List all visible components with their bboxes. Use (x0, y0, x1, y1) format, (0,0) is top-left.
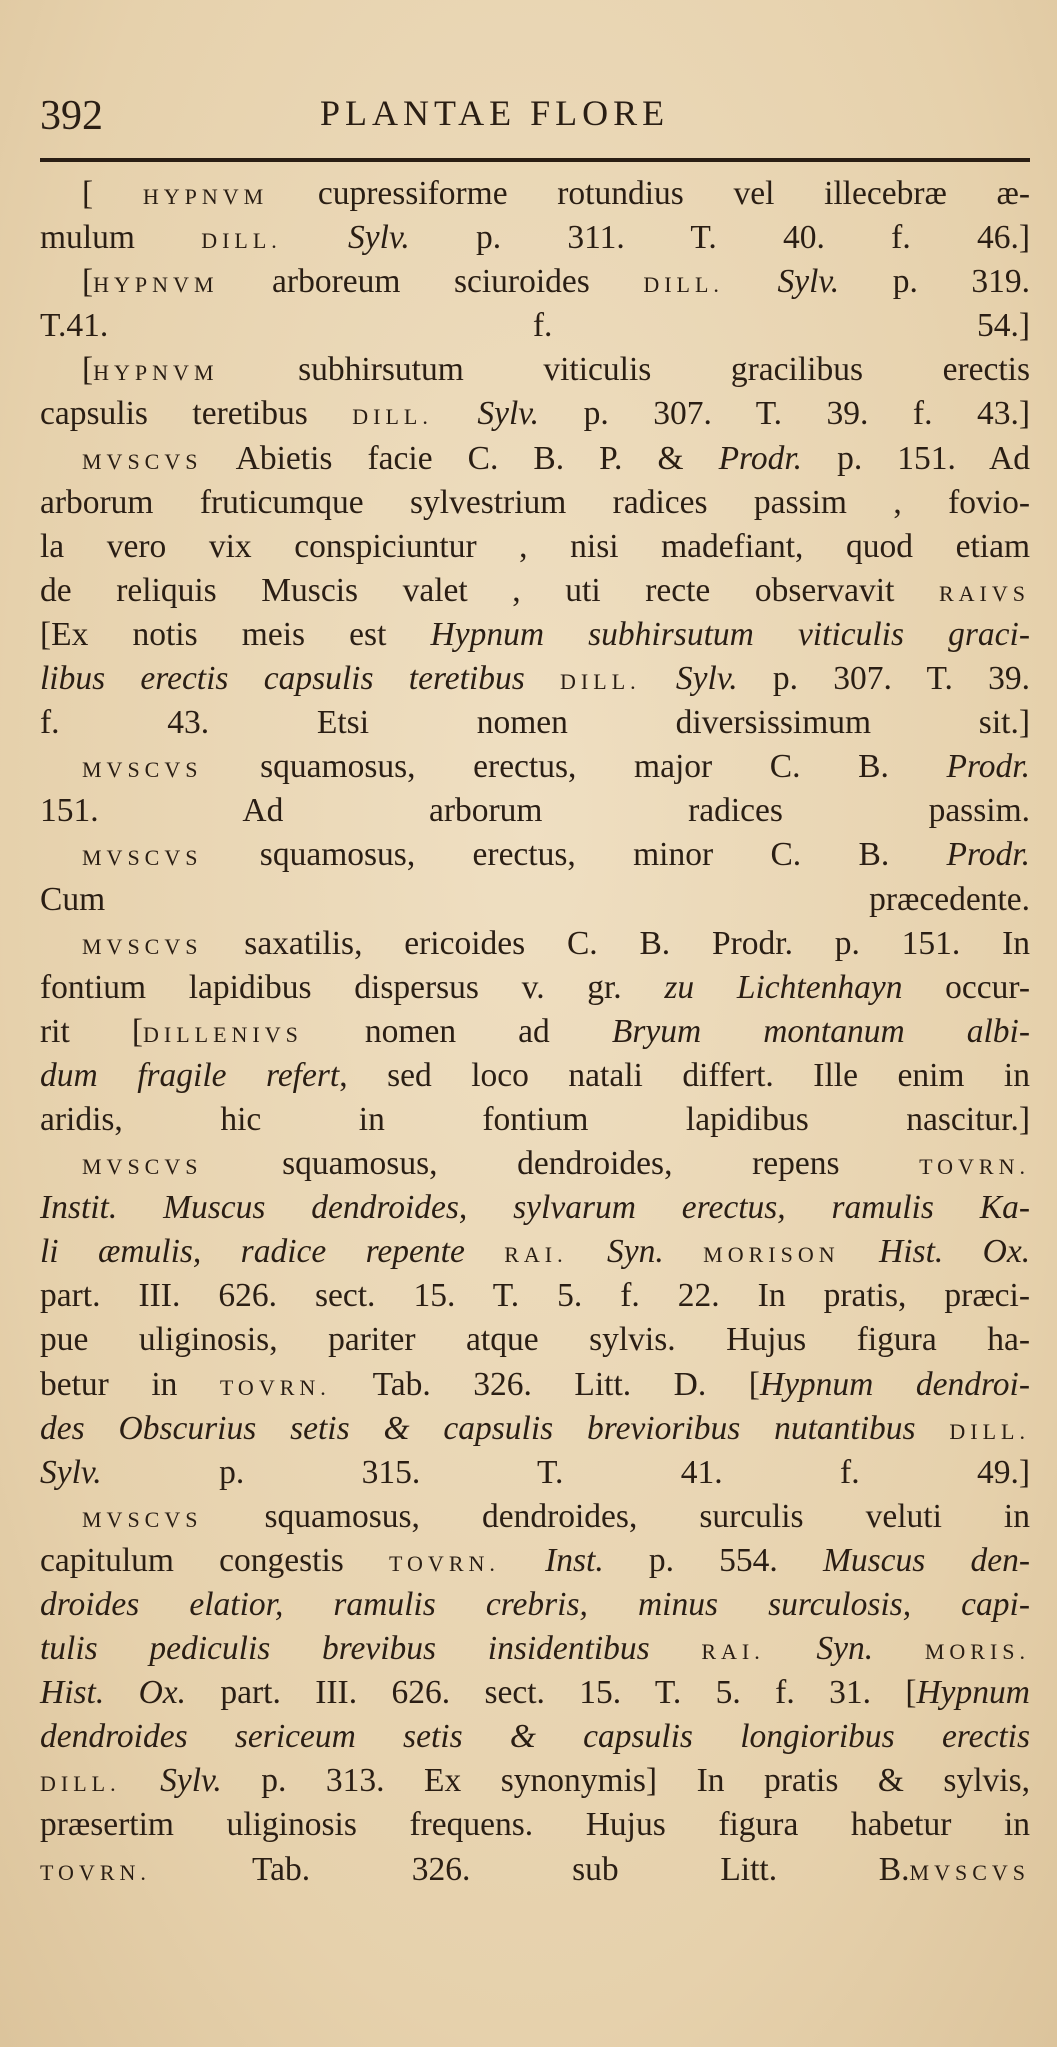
small-caps-text: MVSCVS (82, 933, 203, 959)
small-caps-text: TOVRN. (40, 1859, 151, 1885)
text-line (40, 613, 1030, 657)
text-line (40, 1715, 1030, 1759)
italic-text: Hypnum dendroi- (759, 1365, 1030, 1403)
italic-text: droides elatior, ramulis crebris, minus surculosis, capi- (40, 1586, 1030, 1623)
italic-text: Sylv. (777, 263, 840, 301)
small-caps-text: MVSCVS (909, 1859, 1030, 1885)
text-run: arboreum sciuroides (218, 263, 644, 301)
text-run: saxatilis, ericoides C. B. Prodr. p. 151. In (202, 924, 1030, 962)
text-run: aridis, hic in fontium lapidibus nascitur.] (40, 1100, 1030, 1138)
text-run: capitulum congestis (40, 1541, 389, 1579)
small-caps-text: DILL. (643, 272, 724, 298)
text-line (40, 481, 1030, 525)
text-line (40, 172, 1030, 216)
text-run: p. 307. T. 39. f. 43.] (539, 395, 1030, 433)
text-run: subhirsutum viticulis gracilibus erectis (218, 351, 1030, 389)
text-run: 151. Ad arborum radices passim. (40, 792, 1030, 830)
text-run: squamosus, erectus, minor C. B. (202, 836, 947, 874)
italic-text: li æmulis, radice repente (40, 1233, 465, 1271)
text-run: part. III. 626. sect. 15. T. 5. f. 22. In pratis, præci- (40, 1277, 1030, 1315)
text-line (40, 525, 1030, 569)
text-run: T.41. f. 54.] (40, 307, 1030, 345)
text-run: rit [ (40, 1012, 143, 1050)
text-line (40, 657, 1030, 701)
text-run: Cum præcedente. (40, 880, 1030, 918)
text-line (40, 1671, 1030, 1715)
small-caps-text: MORIS. (924, 1639, 1031, 1665)
italic-text: Sylv. (160, 1762, 222, 1800)
italic-text: zu Lichtenhayn (664, 968, 903, 1006)
text-run: Abietis facie C. B. P. & (202, 439, 719, 477)
text-run: Tab. 326. Litt. D. [ (330, 1365, 760, 1403)
text-run: squamosus, dendroides, repens (202, 1145, 920, 1183)
text-line (40, 392, 1030, 436)
small-caps-text: MVSCVS (82, 757, 203, 783)
text-line (40, 1848, 1030, 1892)
small-caps-text: RAI. (701, 1639, 765, 1665)
text-line (40, 1142, 1030, 1186)
small-caps-text: MVSCVS (82, 448, 203, 474)
italic-text: Syn. (816, 1630, 874, 1668)
text-run (724, 263, 778, 300)
text-run: squamosus, dendroides, surculis veluti in (202, 1497, 1030, 1535)
text-run: f. 43. Etsi nomen diversissimum sit.] (40, 704, 1030, 742)
text-run: occur- (902, 968, 1031, 1006)
text-run (568, 1233, 607, 1270)
body-text (40, 172, 1030, 1892)
small-caps-text: MORISON (703, 1242, 840, 1268)
text-run: p. 311. T. 40. f. 46.] (409, 219, 1030, 257)
italic-text: Instit. Muscus dendroides, sylvarum erectus, ramulis Ka- (40, 1189, 1030, 1227)
small-caps-text: DILLENIVS (143, 1021, 303, 1047)
text-line (40, 1010, 1030, 1054)
small-caps-text: TOVRN. (389, 1550, 500, 1576)
small-caps-text: DILL. (560, 669, 641, 695)
small-caps-text: MVSCVS (82, 1506, 203, 1532)
text-line (40, 966, 1030, 1010)
text-run (500, 1542, 545, 1579)
small-caps-text: HYPNVM (93, 272, 219, 298)
small-caps-text: RAI. (504, 1242, 568, 1268)
text-line (40, 348, 1030, 392)
italic-text: dendroides sericeum setis & capsulis longioribus erectis (40, 1718, 1030, 1756)
text-line (40, 878, 1030, 922)
text-line (40, 1318, 1030, 1362)
text-line (40, 1495, 1030, 1539)
text-line (40, 1803, 1030, 1847)
text-run: præsertim uliginosis frequens. Hujus figura habetur in (40, 1806, 1030, 1844)
italic-text: des Obscurius setis & capsulis brevioribus nutantibus (40, 1409, 916, 1447)
text-run (650, 1630, 702, 1667)
small-caps-text: DILL. (40, 1771, 121, 1797)
text-run: , sed loco natali differt. Ille enim in (339, 1056, 1030, 1094)
small-caps-text: DILL. (949, 1418, 1030, 1444)
text-run: [ (82, 263, 94, 301)
text-line (40, 1274, 1030, 1318)
italic-text: Hist. Ox. (879, 1233, 1031, 1271)
italic-text: Hypnum (916, 1674, 1030, 1712)
text-line (40, 1759, 1030, 1803)
text-run (525, 660, 560, 697)
text-line (40, 1583, 1030, 1627)
text-line (40, 1539, 1030, 1583)
text-run: betur in (40, 1365, 220, 1403)
text-run (916, 1410, 950, 1447)
italic-text: Sylv. (348, 219, 410, 257)
text-run: de reliquis Muscis valet , uti recte observavit (40, 571, 939, 609)
header-rule (40, 158, 1030, 162)
text-run: la vero vix conspiciuntur , nisi madefiant, quod etiam (40, 527, 1030, 565)
text-run: p. 313. Ex synonymis] In pratis & sylvis, (221, 1762, 1030, 1800)
page-number: 392 (40, 93, 103, 139)
text-line (40, 1054, 1030, 1098)
text-run (282, 219, 348, 256)
small-caps-text: DILL. (201, 228, 282, 254)
text-run: arborum fruticumque sylvestrium radices passim , fovio- (40, 483, 1030, 521)
text-run (765, 1630, 817, 1667)
text-line (40, 1230, 1030, 1274)
text-line (40, 922, 1030, 966)
italic-text: Sylv. (675, 660, 738, 698)
text-line (40, 701, 1030, 745)
italic-text: Sylv. (40, 1453, 102, 1491)
text-line (40, 569, 1030, 613)
text-run: cupressiforme rotundius vel illecebræ æ- (268, 175, 1031, 212)
text-line (40, 1098, 1030, 1142)
italic-text: tulis pediculis brevibus insidentibus (40, 1630, 650, 1668)
running-title: PLANTAE FLORE (320, 93, 670, 133)
small-caps-text: TOVRN. (919, 1154, 1030, 1180)
text-line (40, 1363, 1030, 1407)
text-run (121, 1762, 161, 1799)
text-run: p. 319. (839, 263, 1031, 301)
text-run: squamosus, erectus, major C. B. (202, 748, 947, 786)
text-line (40, 1627, 1030, 1671)
text-line (40, 260, 1030, 304)
small-caps-text: RAIVS (938, 580, 1030, 606)
italic-text: Sylv. (477, 395, 540, 433)
italic-text: Prodr. (946, 836, 1030, 874)
italic-text: libus erectis capsulis teretibus (40, 660, 525, 698)
italic-text: Hypnum subhirsutum viticulis graci- (430, 615, 1030, 653)
text-run (641, 660, 676, 697)
text-run: part. III. 626. sect. 15. T. 5. f. 31. [ (186, 1674, 917, 1712)
small-caps-text: MVSCVS (82, 845, 203, 871)
text-run: Tab. 326. sub Litt. B. (150, 1850, 910, 1888)
small-caps-text: HYPNVM (93, 360, 219, 386)
small-caps-text: TOVRN. (219, 1374, 331, 1400)
text-run: p. 315. T. 41. f. 49.] (101, 1453, 1030, 1491)
text-line (40, 745, 1030, 789)
text-run (465, 1233, 504, 1270)
text-run: p. 151. Ad (802, 439, 1030, 477)
text-line (40, 1451, 1030, 1495)
small-caps-text: HYPNVM (142, 184, 269, 209)
text-run: [Ex notis meis est (40, 615, 431, 653)
text-run (433, 395, 478, 432)
text-run: mulum (40, 219, 202, 257)
text-line (40, 833, 1030, 877)
small-caps-text: MVSCVS (82, 1154, 203, 1180)
text-run (664, 1233, 703, 1270)
text-run: pue uliginosis, pariter atque sylvis. Hujus figura ha- (40, 1321, 1030, 1359)
text-line (40, 789, 1030, 833)
italic-text: Muscus den- (822, 1541, 1030, 1579)
text-run: [ (82, 351, 94, 389)
text-run: capsulis teretibus (40, 395, 353, 433)
italic-text: dum fragile refert (40, 1056, 340, 1094)
text-run (840, 1233, 879, 1270)
text-run: [ (82, 175, 143, 212)
italic-text: Syn. (607, 1233, 664, 1271)
italic-text: Bryum montanum albi- (611, 1012, 1031, 1050)
text-line (40, 304, 1030, 348)
italic-text: Hist. Ox. (40, 1674, 187, 1712)
text-run: p. 307. T. 39. (737, 660, 1031, 698)
text-run: nomen ad (302, 1012, 612, 1050)
text-run (873, 1630, 925, 1667)
small-caps-text: DILL. (352, 404, 433, 430)
italic-text: Inst. (545, 1541, 604, 1579)
text-line (40, 1186, 1030, 1230)
text-run: p. 554. (603, 1541, 823, 1579)
text-line (40, 1407, 1030, 1451)
text-line (40, 216, 1030, 260)
text-line (40, 437, 1030, 481)
text-run: fontium lapidibus dispersus v. gr. (40, 968, 665, 1006)
page-header (40, 92, 1030, 142)
italic-text: Prodr. (718, 439, 803, 477)
italic-text: Prodr. (946, 748, 1030, 786)
